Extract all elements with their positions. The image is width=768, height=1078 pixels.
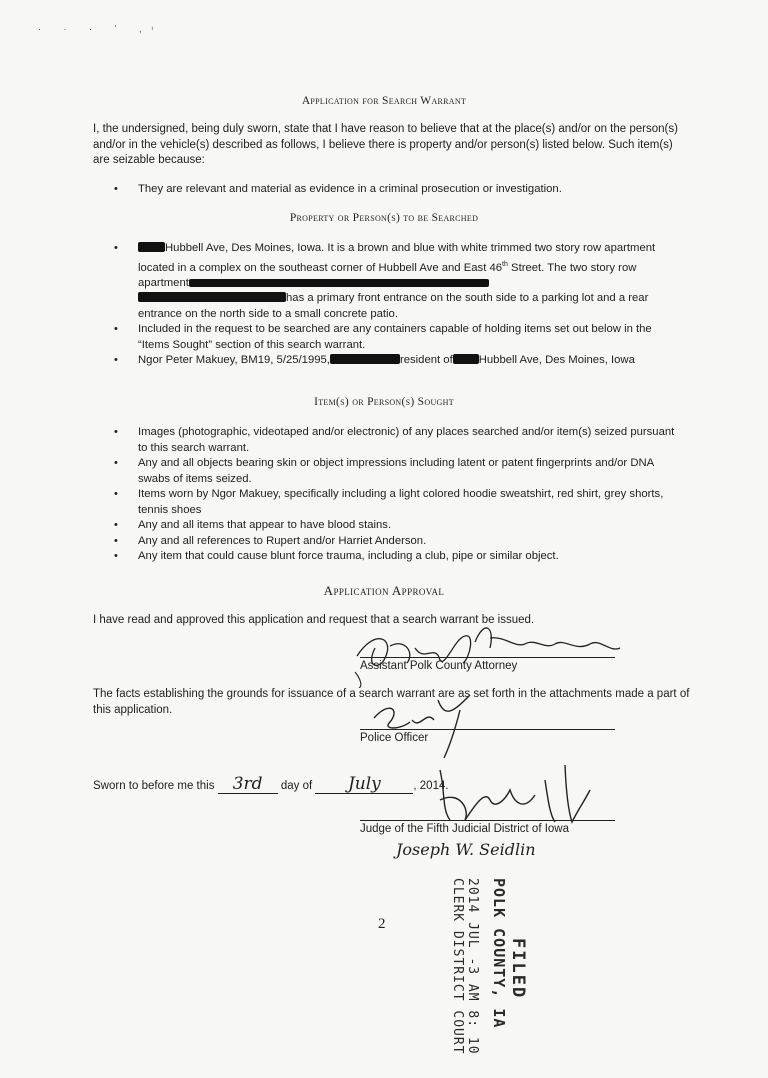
page-title: Application for Search Warrant bbox=[301, 95, 467, 107]
officer-signature-line bbox=[360, 729, 615, 730]
items-sought-list bbox=[138, 425, 683, 565]
redaction-bar bbox=[138, 242, 165, 252]
stamp-line-filed: FILED bbox=[508, 938, 528, 1000]
list-item: • Any item that could cause blunt force trauma, including a club, pipe or similar object. bbox=[138, 549, 683, 565]
list-item: • Hubbell Ave, Des Moines, Iowa. It is a brown and blue with white trimmed two story row apartment located in a complex on the southeast corner of Hubbell Ave and East 46th Street. The two story row apartment has a primary front entrance on the south side to a parking lot and a rear entrance on the north side to a small concrete patio. bbox=[138, 241, 686, 322]
judge-printed-name: Joseph W. Seidlin bbox=[396, 840, 536, 859]
intro-paragraph: I, the undersigned, being duly sworn, state that I have reason to believe that at the place(s) and/or on the person(s) and/or in the vehicle(s) described as follows, I believe there is property and/or person(s) listed below. Such item(s) are seizable because: bbox=[93, 123, 678, 166]
redaction-bar bbox=[453, 354, 479, 364]
stamp-line-clerk: CLERK DISTRICT COURT bbox=[450, 878, 465, 1055]
sworn-day-field: 3rd bbox=[218, 777, 278, 794]
redaction-bar bbox=[189, 279, 489, 287]
list-item: • Any and all items that appear to have blood stains. bbox=[138, 518, 683, 534]
property-heading: Property or Person(s) to be Searched bbox=[289, 212, 479, 224]
approval-heading: Application Approval bbox=[323, 583, 445, 598]
property-list bbox=[138, 241, 686, 369]
filed-stamp bbox=[450, 878, 528, 1078]
attorney-signature bbox=[345, 608, 625, 688]
approval-statement: I have read and approved this application and request that a search warrant be issued. bbox=[93, 614, 535, 626]
sworn-month-field: July bbox=[315, 777, 413, 794]
items-heading: Item(s) or Person(s) Sought bbox=[314, 396, 454, 408]
reason-list bbox=[138, 182, 683, 198]
judge-signature-line bbox=[360, 820, 615, 821]
redaction-bar bbox=[330, 354, 400, 364]
officer-caption: Police Officer bbox=[360, 732, 429, 744]
scan-specks: · · · ʼ ,ᶦ bbox=[38, 24, 163, 34]
list-item: • They are relevant and material as evidence in a criminal prosecution or investigation. bbox=[138, 182, 683, 198]
facts-statement: The facts establishing the grounds for issuance of a search warrant are as set forth in the attachments made a part of this application. bbox=[93, 688, 690, 716]
list-item: • Ngor Peter Makuey, BM19, 5/25/1995, resident of Hubbell Ave, Des Moines, Iowa bbox=[138, 353, 686, 369]
list-item: • Any and all objects bearing skin or object impressions including latent or patent fingerprints and/or DNA swabs of items seized. bbox=[138, 456, 683, 487]
page-number: 2 bbox=[378, 916, 386, 932]
stamp-line-county: POLK COUNTY, IA bbox=[490, 878, 508, 1029]
attorney-caption: Assistant Polk County Attorney bbox=[360, 660, 518, 672]
redaction-bar bbox=[138, 292, 286, 302]
attorney-signature-line bbox=[360, 657, 615, 658]
stamp-line-date: 2014 JUL -3 AM 8: 10 bbox=[465, 878, 480, 1055]
list-item: • Items worn by Ngor Makuey, specifically including a light colored hoodie sweatshirt, red shirt, grey shorts, tennis shoes bbox=[138, 487, 683, 518]
list-item: • Images (photographic, videotaped and/or electronic) of any places searched and/or item(s) seized pursuant to this search warrant. bbox=[138, 425, 683, 456]
list-item: • Included in the request to be searched are any containers capable of holding items set out below in the “Items Sought” section of this search warrant. bbox=[138, 322, 686, 353]
list-item: • Any and all references to Rupert and/or Harriet Anderson. bbox=[138, 534, 683, 550]
judge-caption: Judge of the Fifth Judicial District of Iowa bbox=[360, 823, 570, 835]
sworn-line: Sworn to before me this 3rd day of July , 2014. bbox=[93, 774, 449, 794]
